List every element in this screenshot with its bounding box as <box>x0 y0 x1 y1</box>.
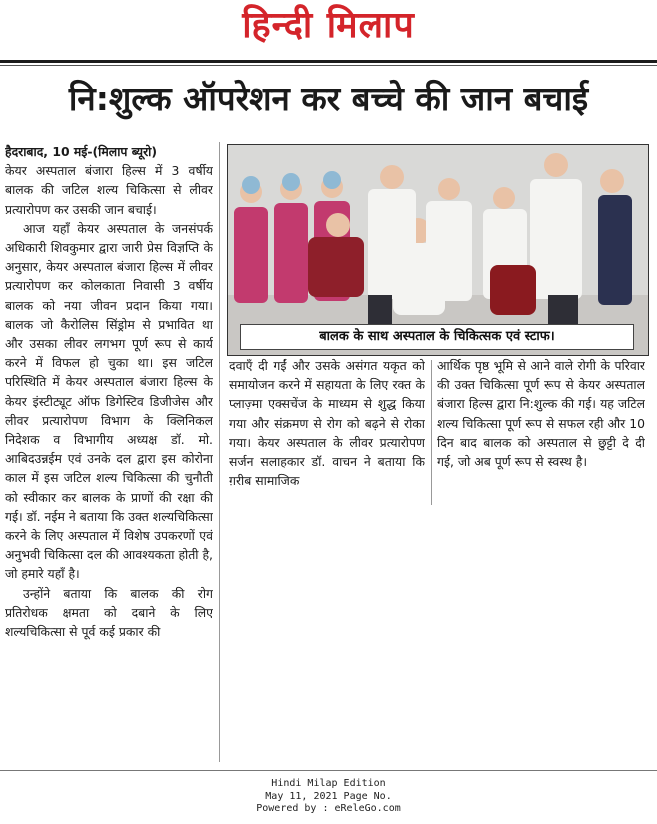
article-paragraph: आज यहाँ केयर अस्पताल के जनसंपर्क अधिकारी शिवकुमार द्वारा जारी प्रेस विज्ञप्ति के अनुसार, केयर अस्पताल बंजारा हिल्स में लीवर प्रत्यारोपण कर कोलकाता निवासी 3 वर्षीय बालक को नया जीवन प्रदान किया गया। बालक जो कैरोलिस सिंड्रोम से प्रभावित था और उसका लीवर लगभग पूर्ण रूप से कार्य करने में विफल हो चुका था। इस जटिल परिस्थिति में केयर अस्पताल बंजारा हिल्स के केयर इंस्टीट्यूट ऑफ डिगेस्टिव डिजीजेस और लीवर प्रत्यारोपण विभाग के क्लिनिकल निदेशक व विभागीय अध्यक्ष डॉ. मो. आबिदउन्नईम एवं उनके दल द्वारा इस कोरोना काल में इस जटिल शल्य चिकित्सा की चुनौती को स्वीकार कर बालक के प्राणों की रक्षा की गई। डॉ. नईम ने बताया कि उक्त शल्यचिकित्सा करने के लिए अस्पताल में विशेष उपकरणों एवं अनुभवी चिकित्सा दल की आवश्यकता होती है, जो हमारे यहाँ है। <box>5 220 213 582</box>
article-column-3 <box>437 356 645 506</box>
edition-name: Hindi Milap Edition <box>271 778 386 789</box>
photo-caption: बालक के साथ अस्पताल के चिकित्सक एवं स्टाफ। <box>240 324 634 350</box>
masthead-rule-thin <box>0 65 657 66</box>
powered-by: Powered by : eReleGo.com <box>256 803 401 814</box>
column-divider <box>219 142 220 762</box>
dateline: हैदराबाद, 10 मई-(मिलाप ब्यूरो) <box>5 144 158 159</box>
masthead <box>0 0 657 54</box>
newspaper-title: हिन्दी मिलाप <box>242 4 415 46</box>
intro-text: केयर अस्पताल बंजारा हिल्स में 3 वर्षीय बालक की जटिल शल्य चिकित्सा से लीवर प्रत्यारोपण कर उसकी जान बचाई। <box>5 163 213 217</box>
article-paragraph: दवाएँ दी गईं और उसके असंगत यकृत को समायोजन करने में सहायता के लिए रक्त के प्लाज़्मा एक्सचेंज के माध्यम से शुद्ध किया गया और संक्रमण से रोग को बढ़ने से रोका गया। केयर अस्पताल के लीवर प्रत्यारोपण सर्जन सलाहकार डॉ. वाचन ने बताया कि ग़रीब सामाजिक <box>229 358 425 489</box>
edition-date: May 11, 2021 Page No. <box>265 790 392 802</box>
column-divider <box>431 360 432 505</box>
article-paragraph: उन्होंने बताया कि बालक की रोग प्रतिरोधक क्षमता को दबाने के लिए शल्यचिकित्सा से पूर्व कई प्रकार की <box>5 585 213 640</box>
article-column-1 <box>5 142 213 767</box>
edition-footer <box>0 778 657 816</box>
footer-rule <box>0 770 657 771</box>
article-intro <box>5 142 213 219</box>
article-paragraph: आर्थिक पृष्ठ भूमि से आने वाले रोगी के परिवार की उक्त चिकित्सा पूर्ण रूप से केयर अस्पताल बंजारा हिल्स द्वारा नि:शुल्क की गई। यह जटिल शल्य चिकित्सा पूर्ण रूप से सफल रही और 10 दिन बाद बालक को अस्पताल से छुट्टी दे दी गई, जो अब पूर्ण रूप से स्वस्थ है। <box>437 358 645 470</box>
article-headline: नि:शुल्क ऑपरेशन कर बच्चे की जान बचाई <box>68 79 589 118</box>
article-column-2 <box>229 356 425 506</box>
masthead-rule <box>0 60 657 63</box>
